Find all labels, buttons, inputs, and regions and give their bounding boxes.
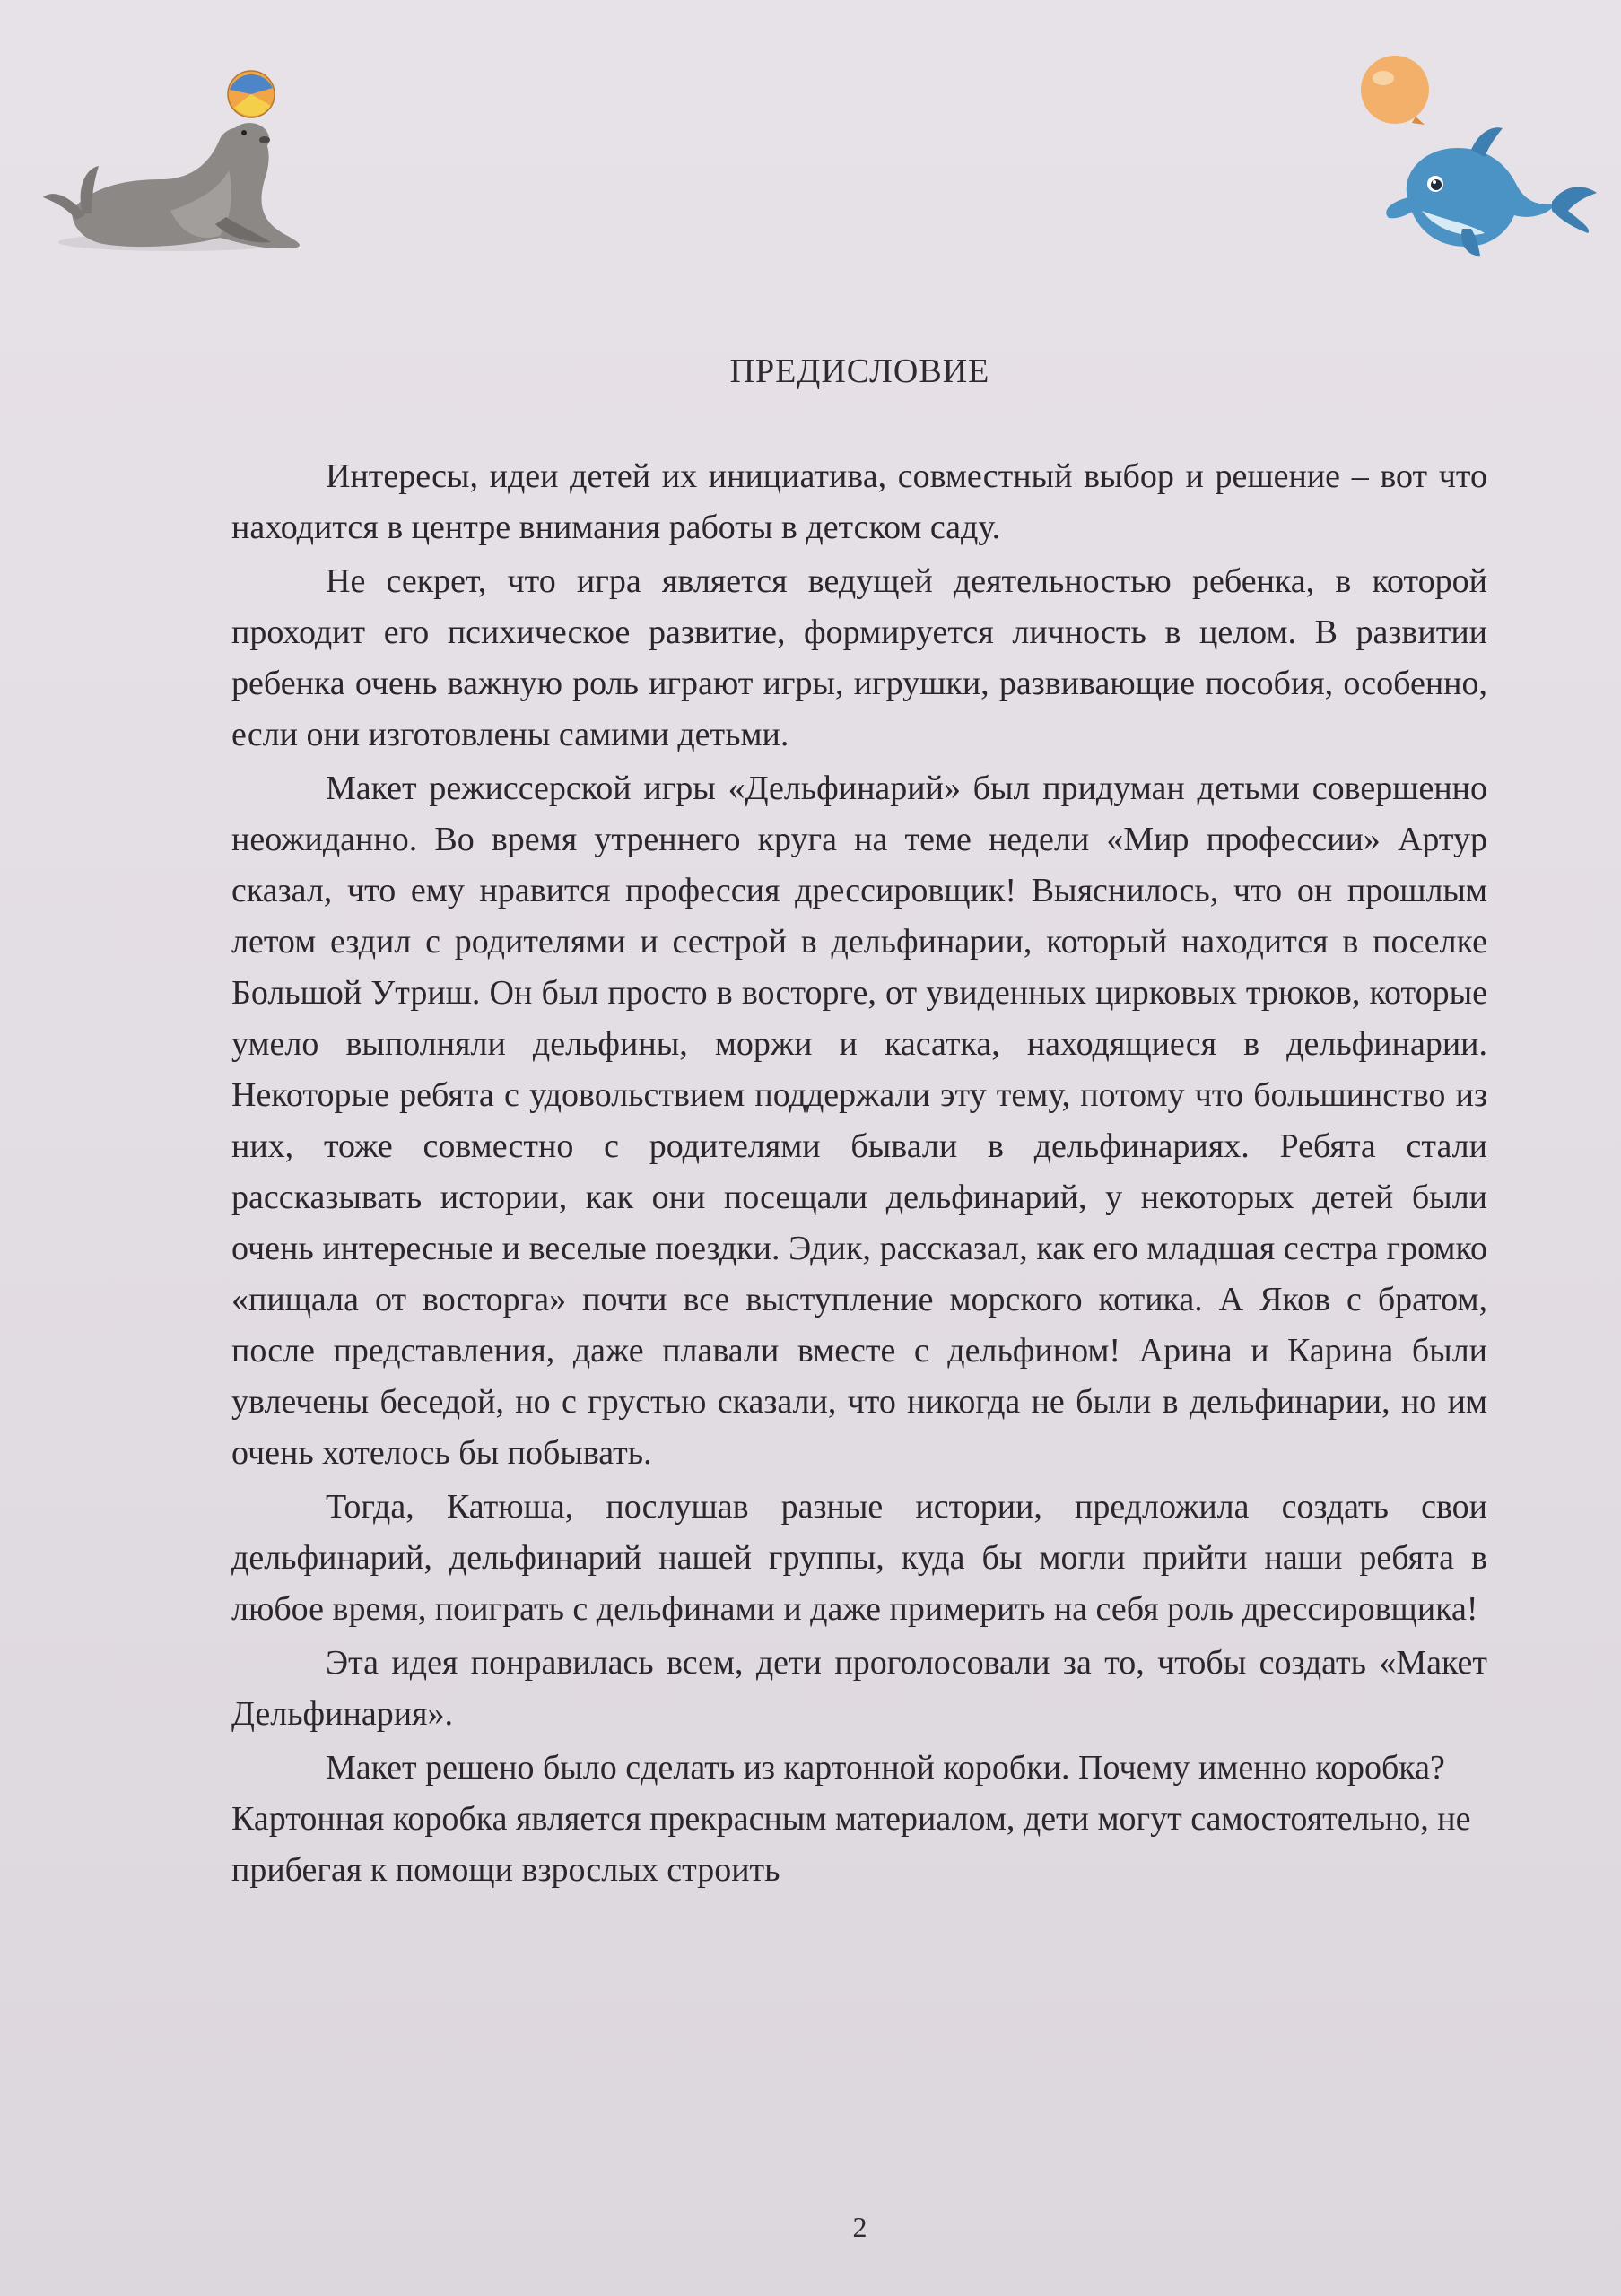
page-title: ПРЕДИСЛОВИЕ (729, 352, 990, 390)
paragraph: Интересы, идеи детей их инициатива, совместный выбор и решение – вот что находится в центре внимания работы в детском саду. (231, 457, 1487, 546)
paragraph: Макет решено было сделать из картонной коробки. Почему именно коробка? Картонная коробка является прекрасным материалом, дети могут самостоятельно, не прибегая к помощи взрослых строить (231, 1749, 1471, 1889)
seal-with-ball-icon (36, 54, 314, 260)
page-number: 2 (852, 2211, 867, 2243)
body-text (231, 451, 1487, 1899)
dolphin-with-ball-icon (1337, 49, 1606, 265)
paragraph: Эта идея понравилась всем, дети проголосовали за то, чтобы создать «Макет Дельфинария». (231, 1644, 1487, 1733)
paragraph: Не секрет, что игра является ведущей деятельностью ребенка, в которой проходит его психическое развитие, формируется личность в целом. В развитии ребенка очень важную роль играют игры, игрушки, развивающие пособия, особенно, если они изготовлены самими детьми. (231, 562, 1487, 753)
paragraph: Тогда, Катюша, послушав разные истории, предложила создать свои дельфинарий, дельфинарий нашей группы, куда бы могли прийти наши ребята в любое время, поиграть с дельфинами и даже примерить на себя роль дрессировщика! (231, 1488, 1487, 1628)
paragraph: Макет режиссерской игры «Дельфинарий» был придуман детьми совершенно неожиданно. Во время утреннего круга на теме недели «Мир профессии» Артур сказал, что ему нравится профессия дрессировщик! Выяснилось, что он прошлым летом ездил с родителями и сестрой в дельфинарии, который находится в поселке Большой Утриш. Он был просто в восторге, от увиденных цирковых трюков, которые умело выполняли дельфины, моржи и касатка, находящиеся в дельфинарии. Некоторые ребята с удовольствием поддержали эту тему, потому что большинство из них, тоже совместно с родителями бывали в дельфинариях. Ребята стали рассказывать истории, как они посещали дельфинарий, у некоторых детей были очень интересные и веселые поездки. Эдик, рассказал, как его младшая сестра громко «пищала от восторга» почти все выступление морского котика. А Яков с братом, после представления, даже плавали вместе с дельфином! Арина и Карина были увлечены беседой, но с грустью сказали, что никогда не были в дельфинарии, но им очень хотелось бы побывать. (231, 770, 1487, 1472)
